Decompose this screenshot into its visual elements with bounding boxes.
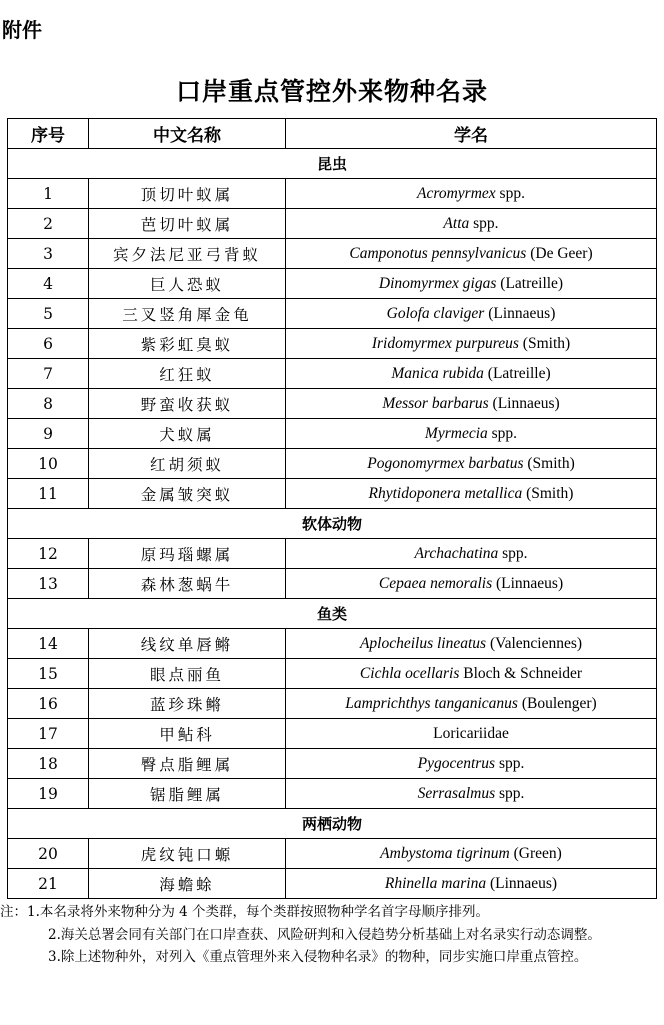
table-row [8,839,657,869]
scientific-name-authority: (Smith) [523,454,575,472]
group-row [8,149,657,179]
row-number: 4 [8,269,89,299]
row-number: 10 [8,449,89,479]
note-item [20,946,664,969]
note-item [20,924,664,947]
scientific-name-authority: (Boulenger) [517,694,597,712]
group-name: 鱼类 [8,599,657,629]
table-row [8,179,657,209]
scientific-name [286,719,657,749]
scientific-name-italic: Pogonomyrmex barbatus [367,454,524,472]
chinese-name: 虎纹钝口螈 [89,839,286,869]
row-number: 3 [8,239,89,269]
scientific-name-authority: (Linnaeus) [488,394,560,412]
chinese-name: 野蛮收获蚁 [89,389,286,419]
scientific-name [286,449,657,479]
table-row [8,779,657,809]
scientific-name-authority: spp. [495,784,525,802]
scientific-name [286,419,657,449]
scientific-name-italic: Cepaea nemoralis [378,574,493,592]
note-text: 1.本名录将外来物种分为 4 个类群，每个类群按照物种学名首字母顺序排列。 [27,904,490,920]
chinese-name: 三叉竖角犀金龟 [89,299,286,329]
chinese-name: 巨人恐蚁 [89,269,286,299]
scientific-name [286,569,657,599]
chinese-name: 犬蚁属 [89,419,286,449]
chinese-name: 线纹单唇鳉 [89,629,286,659]
scientific-name-italic: Golofa claviger [386,304,485,322]
table-row [8,719,657,749]
row-number: 2 [8,209,89,239]
notes [0,901,645,969]
scientific-name-italic: Ambystoma tigrinum [380,844,510,862]
table-row [8,479,657,509]
column-header-chinese-name: 中文名称 [89,119,286,149]
table-row [8,749,657,779]
scientific-name-authority: (Linnaeus) [492,574,564,592]
scientific-name-authority: spp. [495,184,525,202]
row-number: 14 [8,629,89,659]
scientific-name-italic: Lamprichthys tanganicanus [345,694,518,712]
group-row [8,509,657,539]
chinese-name: 紫彩虹臭蚁 [89,329,286,359]
page-title: 口岸重点管控外来物种名录 [175,77,488,106]
scientific-name-italic: Dinomyrmex gigas [378,274,497,292]
scientific-name-authority: (Linnaeus) [486,874,558,892]
row-number: 13 [8,569,89,599]
species-table [7,118,657,899]
row-number: 12 [8,539,89,569]
note-text: 3.除上述物种外，对列入《重点管理外来入侵物种名录》的物种，同步实施口岸重点管控。 [48,949,588,965]
scientific-name [286,749,657,779]
scientific-name-italic: Aplocheilus lineatus [359,634,487,652]
scientific-name-italic: Acromyrmex [417,184,496,202]
scientific-name [286,689,657,719]
chinese-name: 眼点丽鱼 [89,659,286,689]
notes-label: 注： [0,904,27,920]
table-row [8,299,657,329]
chinese-name: 宾夕法尼亚弓背蚁 [89,239,286,269]
chinese-name: 顶切叶蚁属 [89,179,286,209]
scientific-name-authority: (Smith) [518,334,571,352]
scientific-name [286,479,657,509]
table-row [8,539,657,569]
chinese-name: 红狂蚁 [89,359,286,389]
scientific-name-authority: (Latreille) [496,274,564,292]
chinese-name: 甲鲇科 [89,719,286,749]
row-number: 16 [8,689,89,719]
table-row [8,419,657,449]
scientific-name-authority: spp. [495,754,525,772]
scientific-name-italic: Pygocentrus [417,754,496,772]
scientific-name [286,359,657,389]
scientific-name-authority: spp. [469,214,499,232]
scientific-name [286,329,657,359]
scientific-name-italic: Myrmecia [424,424,488,442]
scientific-name [286,839,657,869]
scientific-name [286,299,657,329]
scientific-name [286,239,657,269]
table-row [8,359,657,389]
scientific-name-authority: (Smith) [522,484,574,502]
chinese-name: 芭切叶蚁属 [89,209,286,239]
scientific-name [286,209,657,239]
scientific-name-authority: (Linnaeus) [484,304,556,322]
row-number: 8 [8,389,89,419]
scientific-name-authority: (Green) [509,844,562,862]
scientific-name-authority: (Valenciennes) [486,634,583,652]
scientific-name [286,869,657,899]
row-number: 5 [8,299,89,329]
row-number: 17 [8,719,89,749]
table-row [8,449,657,479]
chinese-name: 森林葱蜗牛 [89,569,286,599]
chinese-name: 锯脂鲤属 [89,779,286,809]
table-row [8,239,657,269]
scientific-name-italic: Serrasalmus [417,784,496,802]
row-number: 20 [8,839,89,869]
table-row [8,329,657,359]
attachment-label: 附件 [2,18,42,42]
row-number: 6 [8,329,89,359]
scientific-name-italic: Rhytidoponera metallica [368,484,523,502]
scientific-name [286,779,657,809]
group-row [8,599,657,629]
table-row [8,269,657,299]
table-row [8,689,657,719]
chinese-name: 原玛瑙螺属 [89,539,286,569]
scientific-name-italic: Iridomyrmex purpureus [371,334,519,352]
row-number: 1 [8,179,89,209]
row-number: 9 [8,419,89,449]
scientific-name-italic: Rhinella marina [384,874,487,892]
scientific-name-italic: Camponotus pennsylvanicus [349,244,527,262]
scientific-name [286,269,657,299]
scientific-name-italic: Cichla ocellaris [359,664,460,682]
scientific-name-italic: Manica rubida [391,364,484,382]
scientific-name [286,659,657,689]
note-item [0,901,645,924]
scientific-name [286,629,657,659]
row-number: 18 [8,749,89,779]
column-header-scientific-name: 学名 [286,119,657,149]
group-row [8,809,657,839]
scientific-name [286,389,657,419]
chinese-name: 金属皱突蚁 [89,479,286,509]
chinese-name: 海蟾蜍 [89,869,286,899]
table-row [8,869,657,899]
row-number: 11 [8,479,89,509]
column-header-number: 序号 [8,119,89,149]
scientific-name-italic: Messor barbarus [382,394,489,412]
scientific-name [286,539,657,569]
scientific-name-authority: spp. [487,424,518,442]
note-text: 2.海关总署会同有关部门在口岸查获、风险研判和入侵趋势分析基础上对名录实行动态调整。 [48,926,601,943]
row-number: 19 [8,779,89,809]
scientific-name [286,179,657,209]
scientific-name-authority: (De Geer) [526,244,593,262]
chinese-name: 臀点脂鲤属 [89,749,286,779]
group-name: 昆虫 [8,149,657,179]
scientific-name-authority: (Latreille) [483,364,551,382]
row-number: 15 [8,659,89,689]
table-row [8,209,657,239]
group-name: 软体动物 [8,509,657,539]
table-row [8,659,657,689]
scientific-name-authority: spp. [498,544,528,562]
scientific-name-authority: Bloch & Schneider [459,664,583,682]
scientific-name-authority: Loricariidae [433,724,509,742]
chinese-name: 蓝珍珠鳉 [89,689,286,719]
table-row [8,389,657,419]
group-name: 两栖动物 [8,809,657,839]
chinese-name: 红胡须蚁 [89,449,286,479]
row-number: 21 [8,869,89,899]
row-number: 7 [8,359,89,389]
table-row [8,569,657,599]
table-header-row [8,119,657,149]
scientific-name-italic: Atta [443,214,470,232]
table-row [8,629,657,659]
scientific-name-italic: Archachatina [414,544,499,562]
